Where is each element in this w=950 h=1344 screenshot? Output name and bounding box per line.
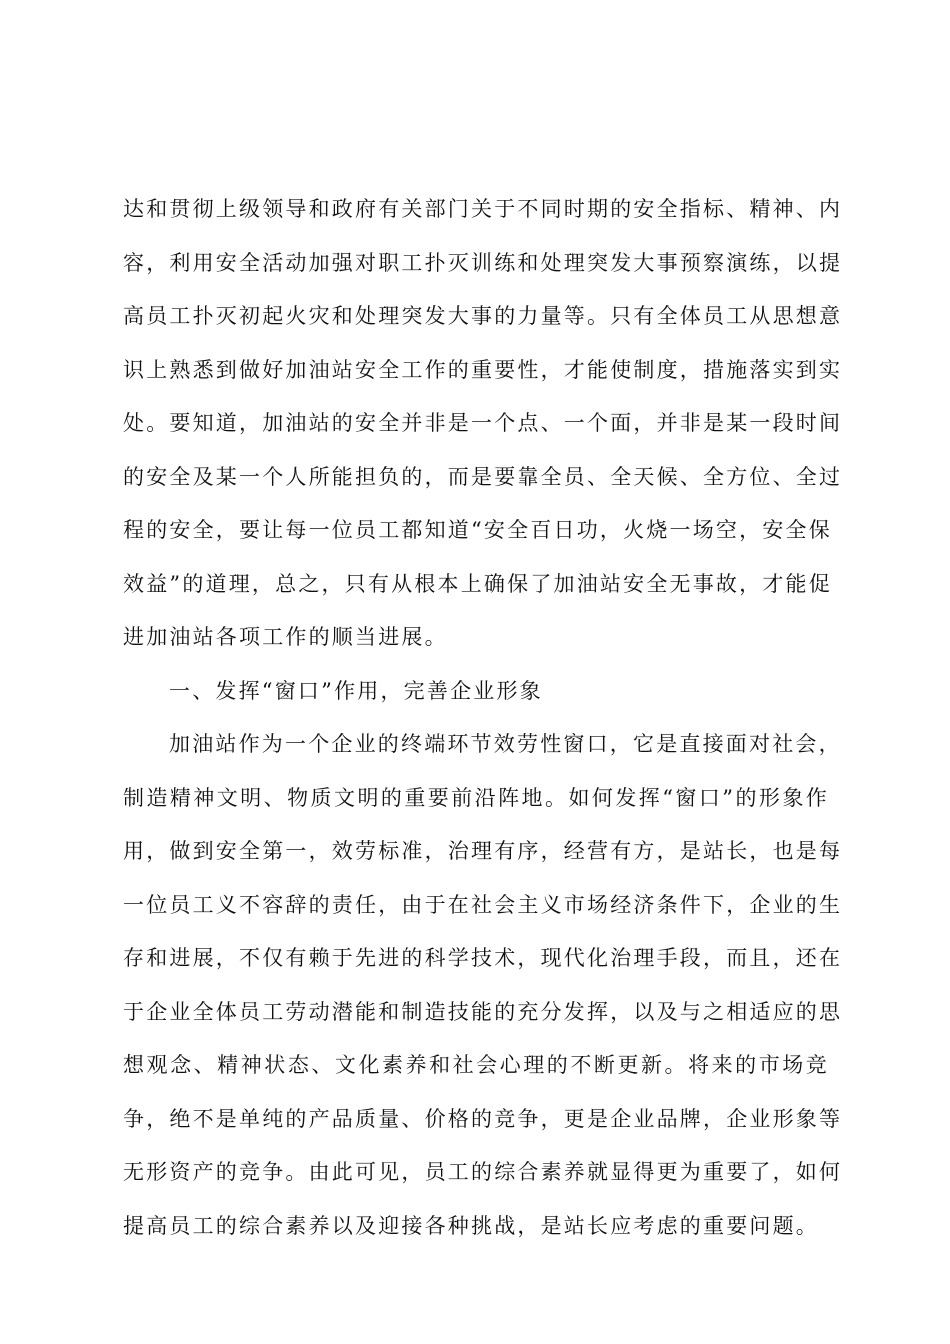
text-line: 于企业全体员工劳动潜能和制造技能的充分发挥，以及与之相适应的思 — [123, 999, 843, 1024]
heading-text: 一、发挥“窗口”作用，完善企业形象 — [169, 678, 543, 703]
text-line: 处。要知道，加油站的安全并非是一个点、一个面，并非是某一段时间 — [123, 411, 843, 435]
text-line: 的安全及某一个人所能担负的，而是要靠全员、全天候、全方位、全过 — [123, 464, 843, 489]
text-line: 容，利用安全活动加强对职工扑灭训练和处理突发大事预察演练，以提 — [123, 250, 843, 275]
text-line: 进加油站各项工作的顺当进展。 — [123, 625, 448, 649]
text-line: 加油站作为一个企业的终端环节效劳性窗口，它是直接面对社会， — [169, 732, 842, 756]
text-line: 用，做到安全第一，效劳标准，治理有序，经营有方，是站长，也是每 — [123, 839, 843, 863]
text-line: 想观念、精神状态、文化素养和社会心理的不断更新。将来的市场竞 — [123, 1053, 829, 1077]
text-line: 一位员工义不容辞的责任，由于在社会主义市场经济条件下，企业的生 — [123, 892, 843, 917]
text-line: 提高员工的综合素养以及迎接各种挑战，是站长应考虑的重要问题。 — [123, 1213, 819, 1238]
paragraph-window — [123, 718, 843, 1253]
text-line: 争，绝不是单纯的产品质量、价格的竞争，更是企业品牌，企业形象等 — [123, 1106, 843, 1131]
section-heading — [123, 665, 829, 719]
paragraph-safety — [123, 183, 843, 665]
text-line: 程的安全，要让每一位员工都知道“安全百日功，火烧一场空，安全保 — [123, 518, 832, 542]
text-line: 制造精神文明、物质文明的重要前沿阵地。如何发挥“窗口”的形象作 — [123, 785, 829, 810]
text-line: 达和贯彻上级领导和政府有关部门关于不同时期的安全指标、精神、内 — [123, 197, 843, 221]
text-line: 识上熟悉到做好加油站安全工作的重要性，才能使制度，措施落实到实 — [123, 357, 843, 382]
text-line: 高员工扑灭初起火灾和处理突发大事的力量等。只有全体员工从思想意 — [123, 304, 843, 328]
document-body — [123, 183, 843, 1253]
text-line: 效益”的道理，总之，只有从根本上确保了加油站安全无事故，才能促 — [123, 571, 832, 596]
text-line: 存和进展，不仅有赖于先进的科学技术，现代化治理手段，而且，还在 — [123, 946, 843, 970]
text-line: 无形资产的竞争。由此可见，员工的综合素养就显得更为重要了，如何 — [123, 1160, 843, 1184]
